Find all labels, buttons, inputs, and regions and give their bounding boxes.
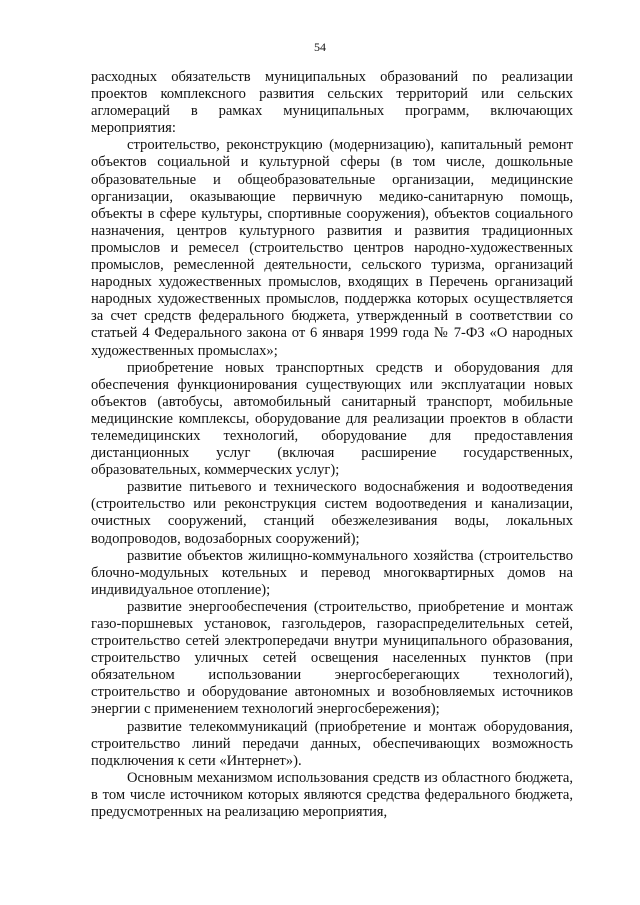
paragraph-energy-supply: развитие энергообеспечения (строительство, приобретение и монтаж газо-поршневых установок, газгольдеров, газораспределительных сетей, строительство сетей электропередачи внутри муниципального образования, строительство уличных сетей освещения населенных пунктов (при обязательном использовании энергосберегающих технологий), строительство и оборудование автономных и возобновляемых источников энергии с применением технологий энергосбережения); [91,598,573,718]
paragraph-housing-utilities: развитие объектов жилищно-коммунального хозяйства (строительство блочно-модульных котельных и перевод многоквартирных домов на индивидуальное отопление); [91,547,573,598]
document-body [91,69,573,821]
paragraph-construction-social-objects: строительство, реконструкцию (модернизацию), капитальный ремонт объектов социальной и культурной сферы (в том числе, дошкольные образовательные и общеобразовательные организации, медицинские организации, оказывающие первичную медико-санитарную помощь, объекты в сфере культуры, спортивные сооружения), объектов социального назначения, центров культурного развития и развития традиционных промыслов и ремесел (строительство центров народно-художественных промыслов, ремесленной деятельности, сельского туризма, организаций народных художественных промыслов, входящих в Перечень организаций народных художественных промыслов, поддержка которых осуществляется за счет средств федерального бюджета, утвержденный в соответствии со статьей 4 Федерального закона от 6 января 1999 года № 7-ФЗ «О народных художественных промыслах»; [91,137,573,359]
paragraph-vehicles-equipment: приобретение новых транспортных средств и оборудования для обеспечения функционирования существующих или эксплуатации новых объектов (автобусы, автомобильный санитарный транспорт, мобильные медицинские комплексы, оборудование для реализации проектов в области телемедицинских технологий, оборудование для предоставления дистанционных услуг (включая расширение государственных, образовательных, коммерческих услуг); [91,359,573,479]
page-number: 54 [314,40,326,54]
paragraph-continuation: расходных обязательств муниципальных образований по реализации проектов комплексного развития сельских территорий или сельских агломераций в рамках муниципальных программ, включающих мероприятия: [91,69,573,137]
paragraph-telecommunications: развитие телекоммуникаций (приобретение и монтаж оборудования, строительство линий передачи данных, обеспечивающих возможность подключения к сети «Интернет»). [91,718,573,769]
paragraph-water-supply: развитие питьевого и технического водоснабжения и водоотведения (строительство или реконструкция систем водоотведения и канализации, очистных сооружений, станций обезжелезивания воды, локальных водопроводов, водозаборных сооружений); [91,479,573,547]
paragraph-funding-mechanism: Основным механизмом использования средств из областного бюджета, в том числе источником которых являются средства федерального бюджета, предусмотренных на реализацию мероприятия, [91,769,573,821]
